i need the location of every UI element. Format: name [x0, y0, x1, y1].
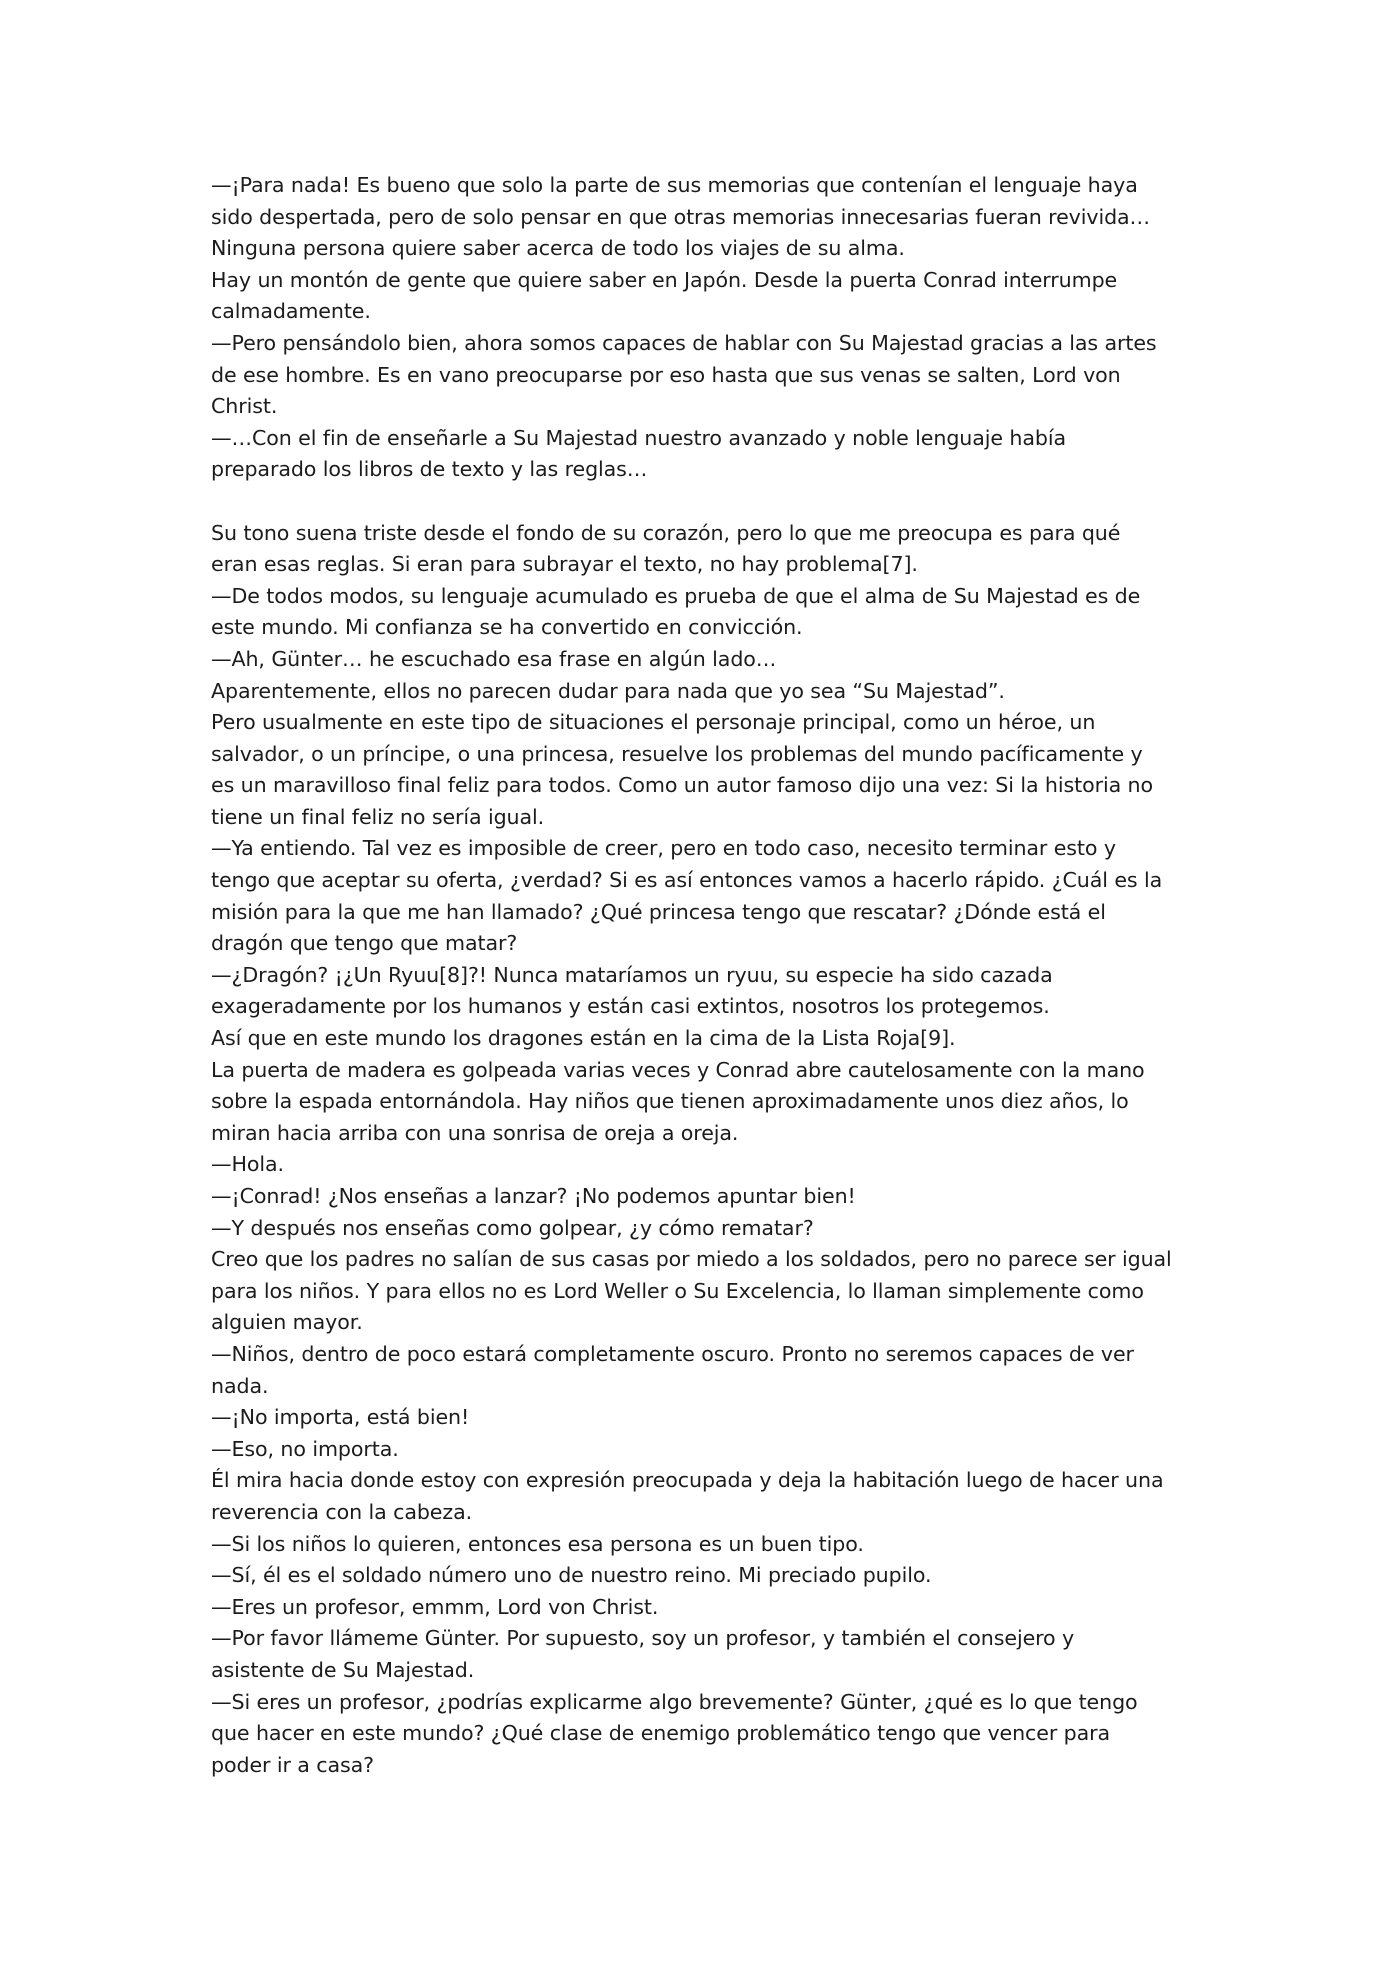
text-line: Pero usualmente en este tipo de situaciones el personaje principal, como un héroe, un [211, 710, 1096, 735]
text-line: La puerta de madera es golpeada varias veces y Conrad abre cautelosamente con la mano [211, 1057, 1145, 1082]
text-line: poder ir a casa? [211, 1752, 374, 1777]
text-line: exageradamente por los humanos y están casi extintos, nosotros los protegemos. [211, 994, 1050, 1019]
text-line: —¿Dragón? ¡¿Un Ryuu[8]?! Nunca mataríamos un ryuu, su especie ha sido cazada [211, 962, 1053, 987]
text-line: Él mira hacia donde estoy con expresión preocupada y deja la habitación luego de hacer una [211, 1468, 1164, 1493]
text-line: Christ. [211, 394, 278, 419]
text-line: Creo que los padres no salían de sus casas por miedo a los soldados, pero no parece ser igual [211, 1247, 1172, 1272]
text-line: —¡Para nada! Es bueno que solo la parte de sus memorias que contenían el lenguaje haya [211, 173, 1138, 197]
text-line: —Por favor llámeme Günter. Por supuesto, soy un profesor, y también el consejero y [211, 1626, 1075, 1651]
text-line: —¡Conrad! ¿Nos enseñas a lanzar? ¡No podemos apuntar bien! [211, 1184, 856, 1208]
text-line: Ninguna persona quiere saber acerca de todo los viajes de su alma. [211, 236, 905, 261]
text-line: tiene un final feliz no sería igual. [211, 804, 545, 829]
text-line: misión para la que me han llamado? ¿Qué princesa tengo que rescatar? ¿Dónde está el [211, 899, 1106, 924]
text-line: —¡No importa, está bien! [211, 1405, 470, 1430]
text-line: —Ah, Günter… he escuchado esa frase en algún lado… [211, 646, 777, 671]
text-line: —De todos modos, su lenguaje acumulado es prueba de que el alma de Su Majestad es de [211, 583, 1141, 608]
text-line: miran hacia arriba con una sonrisa de oreja a oreja. [211, 1120, 739, 1145]
text-line: este mundo. Mi confianza se ha convertido en convicción. [211, 615, 803, 640]
text-line: es un maravilloso final feliz para todos. Como un autor famoso dijo una vez: Si la historia no [211, 773, 1154, 798]
text-line: para los niños. Y para ellos no es Lord Weller o Su Excelencia, lo llaman simplemente como [211, 1278, 1144, 1303]
text-line: —Hola. [211, 1152, 284, 1177]
text-line: —…Con el fin de enseñarle a Su Majestad nuestro avanzado y noble lenguaje había [211, 425, 1066, 450]
text-line: Así que en este mundo los dragones están en la cima de la Lista Roja[9]. [211, 1026, 956, 1051]
text-line: —Si eres un profesor, ¿podrías explicarme algo brevemente? Günter, ¿qué es lo que tengo [211, 1689, 1138, 1714]
text-line: preparado los libros de texto y las reglas… [211, 457, 648, 482]
text-line: dragón que tengo que matar? [211, 931, 518, 956]
text-line: calmadamente. [211, 299, 371, 324]
text-line: que hacer en este mundo? ¿Qué clase de enemigo problemático tengo que vencer para [211, 1721, 1111, 1746]
text-line: —Si los niños lo quieren, entonces esa persona es un buen tipo. [211, 1531, 864, 1556]
text-line: —Ya entiendo. Tal vez es imposible de creer, pero en todo caso, necesito terminar esto y [211, 836, 1116, 861]
text-line: —Pero pensándolo bien, ahora somos capaces de hablar con Su Majestad gracias a las artes [211, 330, 1157, 355]
text-line: —Y después nos enseñas como golpear, ¿y cómo rematar? [211, 1215, 814, 1240]
text-line: Hay un montón de gente que quiere saber en Japón. Desde la puerta Conrad interrumpe [211, 267, 1118, 292]
text-line: asistente de Su Majestad. [211, 1657, 475, 1682]
text-line: eran esas reglas. Si eran para subrayar el texto, no hay problema[7]. [211, 552, 918, 577]
text-line: Aparentemente, ellos no parecen dudar para nada que yo sea “Su Majestad”. [211, 678, 1005, 703]
text-line: de ese hombre. Es en vano preocuparse por eso hasta que sus venas se salten, Lord von [211, 362, 1121, 387]
paragraph-spacer [211, 486, 1201, 518]
text-line: Su tono suena triste desde el fondo de su corazón, pero lo que me preocupa es para qué [211, 520, 1121, 545]
text-line: sobre la espada entornándola. Hay niños que tienen aproximadamente unos diez años, lo [211, 1089, 1129, 1114]
text-line: —Niños, dentro de poco estará completamente oscuro. Pronto no seremos capaces de ver [211, 1341, 1134, 1366]
text-line: reverencia con la cabeza. [211, 1499, 473, 1524]
text-line: alguien mayor. [211, 1310, 363, 1335]
text-line: sido despertada, pero de solo pensar en que otras memorias innecesarias fueran revivida… [211, 204, 1151, 229]
text-line: tengo que aceptar su oferta, ¿verdad? Si es así entonces vamos a hacerlo rápido. ¿Cuál es la [211, 868, 1163, 893]
document-body [211, 170, 1201, 1781]
text-line: —Eso, no importa. [211, 1436, 399, 1461]
text-line: —Eres un profesor, emmm, Lord von Christ. [211, 1594, 659, 1619]
text-line: salvador, o un príncipe, o una princesa, resuelve los problemas del mundo pacíficamente y [211, 741, 1143, 766]
text-line: nada. [211, 1373, 269, 1398]
text-line: —Sí, él es el soldado número uno de nuestro reino. Mi preciado pupilo. [211, 1563, 932, 1588]
